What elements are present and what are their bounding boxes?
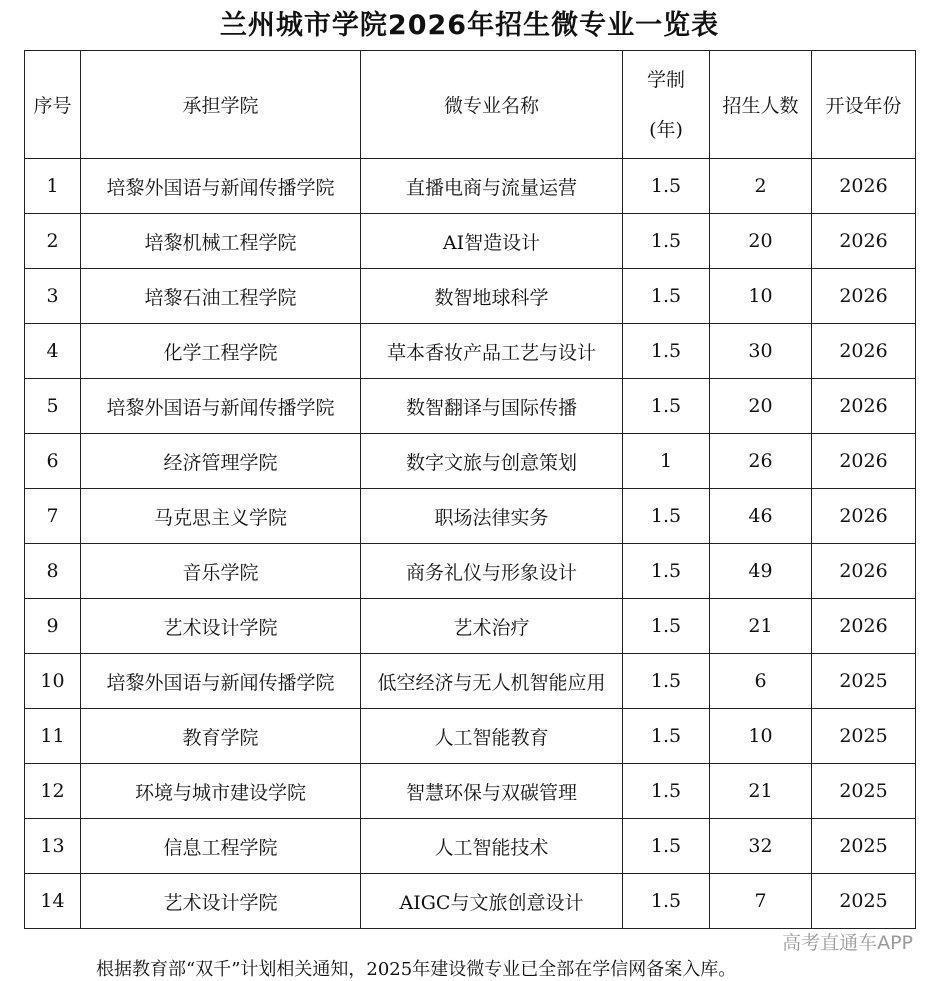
cell-seq: 2 [25, 214, 81, 269]
header-duration [623, 51, 710, 159]
cell-seq: 6 [25, 434, 81, 489]
header-seq: 序号 [25, 51, 81, 159]
micro-major-table [24, 50, 916, 929]
cell-college: 信息工程学院 [81, 819, 361, 874]
cell-college: 艺术设计学院 [81, 874, 361, 929]
table-row [25, 819, 916, 874]
cell-major: 直播电商与流量运营 [361, 159, 623, 214]
table-row [25, 654, 916, 709]
cell-enroll: 20 [710, 379, 812, 434]
cell-duration: 1.5 [623, 764, 710, 819]
cell-enroll: 7 [710, 874, 812, 929]
cell-seq: 13 [25, 819, 81, 874]
cell-college: 培黎外国语与新闻传播学院 [81, 159, 361, 214]
cell-year: 2025 [812, 709, 916, 764]
cell-enroll: 20 [710, 214, 812, 269]
cell-enroll: 10 [710, 709, 812, 764]
cell-college: 马克思主义学院 [81, 489, 361, 544]
cell-duration: 1 [623, 434, 710, 489]
cell-major: 人工智能技术 [361, 819, 623, 874]
cell-duration: 1.5 [623, 709, 710, 764]
cell-college: 培黎石油工程学院 [81, 269, 361, 324]
cell-duration: 1.5 [623, 654, 710, 709]
cell-seq: 4 [25, 324, 81, 379]
cell-seq: 10 [25, 654, 81, 709]
table-row [25, 599, 916, 654]
cell-major: 数智翻译与国际传播 [361, 379, 623, 434]
cell-major: AIGC与文旅创意设计 [361, 874, 623, 929]
cell-seq: 12 [25, 764, 81, 819]
cell-duration: 1.5 [623, 874, 710, 929]
cell-seq: 8 [25, 544, 81, 599]
cell-duration: 1.5 [623, 324, 710, 379]
table-row [25, 324, 916, 379]
table-row [25, 489, 916, 544]
cell-year: 2026 [812, 324, 916, 379]
cell-college: 培黎外国语与新闻传播学院 [81, 654, 361, 709]
cell-seq: 1 [25, 159, 81, 214]
cell-duration: 1.5 [623, 489, 710, 544]
cell-duration: 1.5 [623, 269, 710, 324]
cell-seq: 7 [25, 489, 81, 544]
header-enroll: 招生人数 [710, 51, 812, 159]
cell-year: 2025 [812, 874, 916, 929]
table-row [25, 379, 916, 434]
table-row [25, 764, 916, 819]
cell-duration: 1.5 [623, 599, 710, 654]
cell-seq: 11 [25, 709, 81, 764]
cell-college: 化学工程学院 [81, 324, 361, 379]
cell-enroll: 21 [710, 599, 812, 654]
cell-seq: 14 [25, 874, 81, 929]
cell-year: 2026 [812, 544, 916, 599]
table-row [25, 874, 916, 929]
cell-enroll: 10 [710, 269, 812, 324]
cell-college: 艺术设计学院 [81, 599, 361, 654]
cell-year: 2025 [812, 764, 916, 819]
cell-duration: 1.5 [623, 214, 710, 269]
cell-college: 教育学院 [81, 709, 361, 764]
header-year: 开设年份 [812, 51, 916, 159]
cell-major: 人工智能教育 [361, 709, 623, 764]
cell-year: 2026 [812, 599, 916, 654]
cell-major: 智慧环保与双碳管理 [361, 764, 623, 819]
cell-year: 2026 [812, 269, 916, 324]
footer-note: 根据教育部“双千”计划相关通知，2025年建设微专业已全部在学信网备案入库。 [96, 959, 737, 980]
cell-college: 培黎机械工程学院 [81, 214, 361, 269]
cell-major: 数字文旅与创意策划 [361, 434, 623, 489]
table-header-row [25, 51, 916, 159]
cell-year: 2026 [812, 434, 916, 489]
header-major: 微专业名称 [361, 51, 623, 159]
cell-enroll: 49 [710, 544, 812, 599]
cell-major: 商务礼仪与形象设计 [361, 544, 623, 599]
cell-enroll: 21 [710, 764, 812, 819]
cell-enroll: 6 [710, 654, 812, 709]
cell-enroll: 32 [710, 819, 812, 874]
cell-enroll: 26 [710, 434, 812, 489]
header-duration-label: 学制 [646, 68, 685, 91]
cell-duration: 1.5 [623, 379, 710, 434]
cell-year: 2026 [812, 489, 916, 544]
table-row [25, 269, 916, 324]
table-row [25, 214, 916, 269]
cell-college: 音乐学院 [81, 544, 361, 599]
table-row [25, 544, 916, 599]
cell-college: 环境与城市建设学院 [81, 764, 361, 819]
cell-seq: 5 [25, 379, 81, 434]
cell-major: AI智造设计 [361, 214, 623, 269]
table-row [25, 434, 916, 489]
cell-enroll: 2 [710, 159, 812, 214]
header-college: 承担学院 [81, 51, 361, 159]
cell-major: 数智地球科学 [361, 269, 623, 324]
table-row [25, 159, 916, 214]
cell-year: 2026 [812, 214, 916, 269]
cell-college: 经济管理学院 [81, 434, 361, 489]
cell-major: 草本香妆产品工艺与设计 [361, 324, 623, 379]
header-duration-unit: (年) [649, 118, 683, 141]
cell-enroll: 46 [710, 489, 812, 544]
table-row [25, 709, 916, 764]
cell-duration: 1.5 [623, 544, 710, 599]
cell-year: 2026 [812, 159, 916, 214]
cell-major: 职场法律实务 [361, 489, 623, 544]
watermark: 高考直通车APP [782, 932, 913, 954]
document-title: 兰州城市学院2026年招生微专业一览表 [219, 10, 720, 41]
cell-year: 2025 [812, 819, 916, 874]
cell-major: 低空经济与无人机智能应用 [361, 654, 623, 709]
cell-major: 艺术治疗 [361, 599, 623, 654]
cell-year: 2026 [812, 379, 916, 434]
cell-year: 2025 [812, 654, 916, 709]
cell-seq: 9 [25, 599, 81, 654]
cell-duration: 1.5 [623, 159, 710, 214]
cell-enroll: 30 [710, 324, 812, 379]
cell-seq: 3 [25, 269, 81, 324]
cell-duration: 1.5 [623, 819, 710, 874]
cell-college: 培黎外国语与新闻传播学院 [81, 379, 361, 434]
